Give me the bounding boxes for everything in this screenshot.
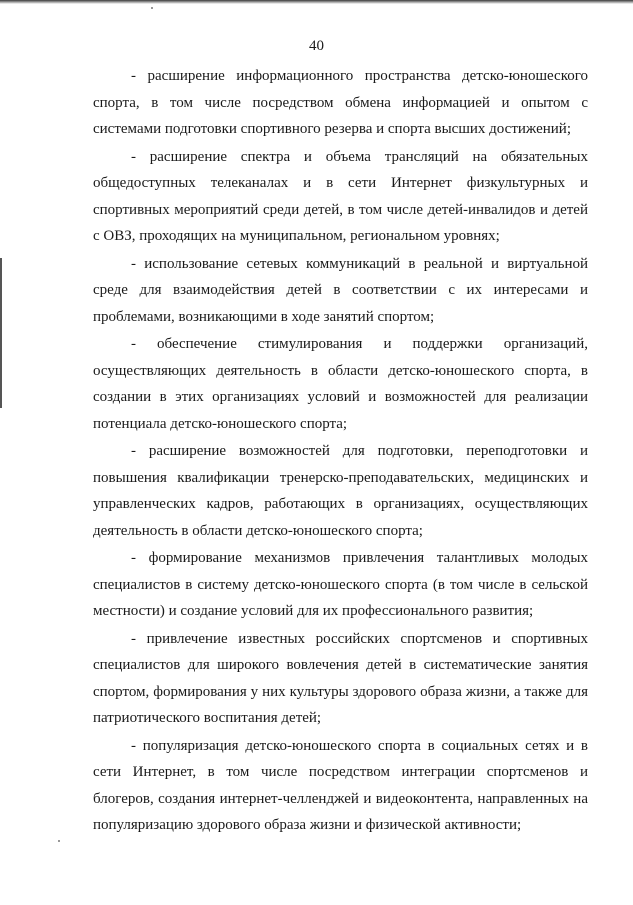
list-item: - обеспечение стимулирования и поддержки организаций, осуществляющих деятельность в области детско-юношеского спорта, в создании в этих организациях условий и возможностей для реализации потенциала детско-юношеского спорта;: [93, 336, 588, 432]
list-item: - расширение спектра и объема трансляций на обязательных общедоступных телеканалах и в сети Интернет физкультурных и спортивных мероприятий среди детей, в том числе детей-инвалидов и детей с ОВЗ, проходящих на муниципальном, региональном уровнях;: [93, 148, 588, 244]
list-item: - популяризация детско-юношеского спорта в социальных сетях и в сети Интернет, в том числе посредством интеграции спортсменов и блогеров, создания интернет-челленджей и видеоконтента, направленных на популяризацию здорового образа жизни и физической активности;: [93, 737, 588, 833]
list-item: - расширение возможностей для подготовки, переподготовки и повышения квалификации тренерско-преподавательских, медицинских и управленческих кадров, работающих в организациях, осуществляющих деятельность в области детско-юношеского спорта;: [93, 443, 588, 539]
scan-top-edge: [0, 0, 633, 4]
list-item: - расширение информационного пространства детско-юношеского спорта, в том числе посредством обмена информацией и опытом с системами подготовки спортивного резерва и спорта высших достижений;: [93, 68, 588, 137]
document-body: [93, 63, 588, 840]
scan-speck: [151, 7, 153, 9]
scan-speck: [58, 840, 60, 842]
page-number: 40: [309, 38, 324, 54]
list-item: - использование сетевых коммуникаций в реальной и виртуальной среде для взаимодействия детей в соответствии с их интересами и проблемами, возникающими в ходе занятий спортом;: [93, 255, 588, 325]
scan-left-edge-mark: [0, 258, 2, 408]
list-item: - привлечение известных российских спортсменов и спортивных специалистов для широкого вовлечения детей в систематические занятия спортом, формирования у них культуры здорового образа жизни, а также для патриотического воспитания детей;: [93, 630, 588, 726]
list-item: - формирование механизмов привлечения талантливых молодых специалистов в систему детско-юношеского спорта (в том числе в сельской местности) и создание условий для их профессионального развития;: [93, 550, 588, 619]
